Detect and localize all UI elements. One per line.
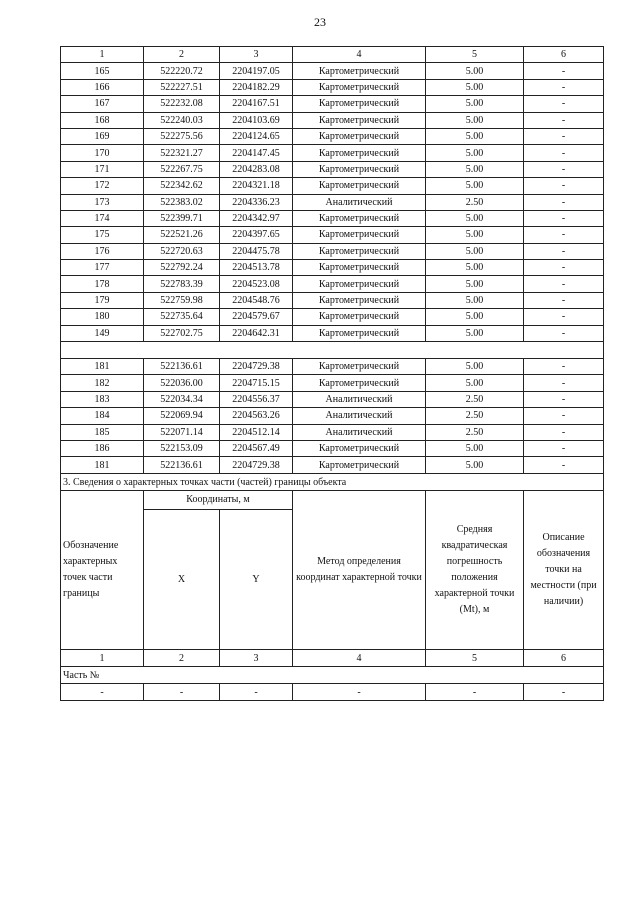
empty-cell: - <box>220 684 293 701</box>
method-cell: Картометрический <box>293 440 426 456</box>
description-cell: - <box>524 178 604 194</box>
point-number-cell: 172 <box>61 178 144 194</box>
mean-error-cell: 5.00 <box>426 227 524 243</box>
description-cell: - <box>524 227 604 243</box>
empty-data-row <box>61 684 604 701</box>
description-cell: - <box>524 424 604 440</box>
description-cell: - <box>524 325 604 341</box>
x-coordinate-cell: 522792.24 <box>144 260 220 276</box>
y-coordinate-cell: 2204475.78 <box>220 243 293 259</box>
x-coordinate-cell: 522702.75 <box>144 325 220 341</box>
x-coordinate-cell: 522342.62 <box>144 178 220 194</box>
description-cell: - <box>524 276 604 292</box>
point-number-cell: 174 <box>61 210 144 226</box>
col-number: 5 <box>426 650 524 667</box>
point-number-cell: 178 <box>61 276 144 292</box>
mean-error-cell: 5.00 <box>426 161 524 177</box>
part-label-row <box>61 667 604 684</box>
y-coordinate-cell: 2204321.18 <box>220 178 293 194</box>
description-header: Описание обозначения точки на местности (при наличии) <box>524 491 604 650</box>
x-coordinate-cell: 522399.71 <box>144 210 220 226</box>
y-coordinate-cell: 2204342.97 <box>220 210 293 226</box>
description-cell: - <box>524 391 604 407</box>
empty-cell: - <box>426 684 524 701</box>
x-coordinate-cell: 522071.14 <box>144 424 220 440</box>
mean-error-cell: 2.50 <box>426 194 524 210</box>
description-cell: - <box>524 359 604 375</box>
point-number-cell: 175 <box>61 227 144 243</box>
mean-error-cell: 5.00 <box>426 260 524 276</box>
method-cell: Картометрический <box>293 457 426 473</box>
table-row <box>61 424 604 440</box>
table-row <box>61 79 604 95</box>
point-number-cell: 149 <box>61 325 144 341</box>
col-number: 6 <box>524 650 604 667</box>
x-coordinate-cell: 522153.09 <box>144 440 220 456</box>
section-title: 3. Сведения о характерных точках части (частей) границы объекта <box>61 474 604 491</box>
x-coordinate-cell: 522034.34 <box>144 391 220 407</box>
table-row <box>61 276 604 292</box>
description-cell: - <box>524 194 604 210</box>
method-cell: Картометрический <box>293 161 426 177</box>
y-coordinate-cell: 2204167.51 <box>220 96 293 112</box>
description-cell: - <box>524 243 604 259</box>
description-cell: - <box>524 96 604 112</box>
point-number-cell: 181 <box>61 359 144 375</box>
method-cell: Картометрический <box>293 325 426 341</box>
column-number: 5 <box>426 47 524 63</box>
table-row <box>61 260 604 276</box>
y-coordinate-cell: 2204336.23 <box>220 194 293 210</box>
mean-error-cell: 5.00 <box>426 178 524 194</box>
x-header: X <box>144 510 220 650</box>
description-cell: - <box>524 161 604 177</box>
table-row <box>61 292 604 308</box>
description-cell: - <box>524 375 604 391</box>
column-number: 3 <box>220 47 293 63</box>
col-number: 1 <box>61 650 144 667</box>
x-coordinate-cell: 522069.94 <box>144 408 220 424</box>
col-number: 4 <box>293 650 426 667</box>
x-coordinate-cell: 522240.03 <box>144 112 220 128</box>
method-cell: Картометрический <box>293 79 426 95</box>
point-number-cell: 173 <box>61 194 144 210</box>
y-coordinate-cell: 2204567.49 <box>220 440 293 456</box>
part-label: Часть № <box>61 667 604 684</box>
x-coordinate-cell: 522720.63 <box>144 243 220 259</box>
section-title-row <box>61 474 604 491</box>
separator-cell <box>61 342 604 359</box>
table-row <box>61 112 604 128</box>
method-cell: Картометрический <box>293 309 426 325</box>
column-numbers-row <box>61 650 604 667</box>
y-coordinate-cell: 2204512.14 <box>220 424 293 440</box>
point-number-cell: 166 <box>61 79 144 95</box>
method-cell: Картометрический <box>293 112 426 128</box>
description-cell: - <box>524 79 604 95</box>
method-cell: Картометрический <box>293 128 426 144</box>
mean-error-cell: 5.00 <box>426 276 524 292</box>
point-number-cell: 181 <box>61 457 144 473</box>
point-number-cell: 185 <box>61 424 144 440</box>
point-number-cell: 170 <box>61 145 144 161</box>
point-number-cell: 180 <box>61 309 144 325</box>
method-cell: Картометрический <box>293 375 426 391</box>
y-coordinate-cell: 2204579.67 <box>220 309 293 325</box>
description-cell: - <box>524 210 604 226</box>
point-number-cell: 176 <box>61 243 144 259</box>
empty-cell: - <box>524 684 604 701</box>
description-cell: - <box>524 128 604 144</box>
description-cell: - <box>524 112 604 128</box>
point-number-cell: 168 <box>61 112 144 128</box>
mean-error-cell: 5.00 <box>426 440 524 456</box>
description-cell: - <box>524 292 604 308</box>
method-cell: Аналитический <box>293 391 426 407</box>
column-number: 6 <box>524 47 604 63</box>
point-number-cell: 186 <box>61 440 144 456</box>
column-number: 2 <box>144 47 220 63</box>
mean-error-cell: 5.00 <box>426 292 524 308</box>
x-coordinate-cell: 522232.08 <box>144 96 220 112</box>
method-cell: Аналитический <box>293 424 426 440</box>
method-cell: Картометрический <box>293 292 426 308</box>
table-row <box>61 359 604 375</box>
x-coordinate-cell: 522783.39 <box>144 276 220 292</box>
mean-error-cell: 5.00 <box>426 79 524 95</box>
y-coordinate-cell: 2204523.08 <box>220 276 293 292</box>
x-coordinate-cell: 522036.00 <box>144 375 220 391</box>
y-coordinate-cell: 2204103.69 <box>220 112 293 128</box>
x-coordinate-cell: 522275.56 <box>144 128 220 144</box>
method-cell: Картометрический <box>293 260 426 276</box>
y-coordinate-cell: 2204563.26 <box>220 408 293 424</box>
description-cell: - <box>524 63 604 79</box>
y-header: Y <box>220 510 293 650</box>
empty-cell: - <box>61 684 144 701</box>
table-row <box>61 457 604 473</box>
method-cell: Картометрический <box>293 96 426 112</box>
mean-error-cell: 5.00 <box>426 63 524 79</box>
point-number-cell: 165 <box>61 63 144 79</box>
y-coordinate-cell: 2204715.15 <box>220 375 293 391</box>
y-coordinate-cell: 2204283.08 <box>220 161 293 177</box>
point-number-cell: 171 <box>61 161 144 177</box>
mean-error-cell: 5.00 <box>426 210 524 226</box>
table-row <box>61 375 604 391</box>
x-coordinate-cell: 522321.27 <box>144 145 220 161</box>
mean-error-cell: 5.00 <box>426 96 524 112</box>
col-number: 2 <box>144 650 220 667</box>
column-number: 4 <box>293 47 426 63</box>
table-row <box>61 309 604 325</box>
point-number-cell: 179 <box>61 292 144 308</box>
empty-cell: - <box>293 684 426 701</box>
mean-error-cell: 2.50 <box>426 408 524 424</box>
point-designation-header: Обозначение характерных точек части границы <box>61 491 144 650</box>
table-row <box>61 178 604 194</box>
point-number-cell: 167 <box>61 96 144 112</box>
point-number-cell: 183 <box>61 391 144 407</box>
method-cell: Картометрический <box>293 178 426 194</box>
method-cell: Аналитический <box>293 408 426 424</box>
point-number-cell: 184 <box>61 408 144 424</box>
description-cell: - <box>524 309 604 325</box>
mean-error-cell: 2.50 <box>426 424 524 440</box>
mean-error-cell: 5.00 <box>426 309 524 325</box>
y-coordinate-cell: 2204642.31 <box>220 325 293 341</box>
description-cell: - <box>524 457 604 473</box>
x-coordinate-cell: 522759.98 <box>144 292 220 308</box>
mean-error-cell: 2.50 <box>426 391 524 407</box>
col-number: 3 <box>220 650 293 667</box>
mean-error-cell: 5.00 <box>426 359 524 375</box>
description-cell: - <box>524 408 604 424</box>
x-coordinate-cell: 522136.61 <box>144 457 220 473</box>
table-row <box>61 408 604 424</box>
description-cell: - <box>524 145 604 161</box>
description-cell: - <box>524 260 604 276</box>
table-row <box>61 145 604 161</box>
x-coordinate-cell: 522383.02 <box>144 194 220 210</box>
x-coordinate-cell: 522735.64 <box>144 309 220 325</box>
y-coordinate-cell: 2204513.78 <box>220 260 293 276</box>
table-row <box>61 161 604 177</box>
y-coordinate-cell: 2204729.38 <box>220 359 293 375</box>
point-number-cell: 169 <box>61 128 144 144</box>
y-coordinate-cell: 2204124.65 <box>220 128 293 144</box>
method-cell: Картометрический <box>293 243 426 259</box>
x-coordinate-cell: 522220.72 <box>144 63 220 79</box>
point-number-cell: 182 <box>61 375 144 391</box>
empty-cell: - <box>144 684 220 701</box>
y-coordinate-cell: 2204182.29 <box>220 79 293 95</box>
y-coordinate-cell: 2204147.45 <box>220 145 293 161</box>
error-header: Средняя квадратическая погрешность положения характерной точки (Mt), м <box>426 491 524 650</box>
x-coordinate-cell: 522136.61 <box>144 359 220 375</box>
separator-row <box>61 342 604 359</box>
method-cell: Картометрический <box>293 276 426 292</box>
x-coordinate-cell: 522521.26 <box>144 227 220 243</box>
y-coordinate-cell: 2204556.37 <box>220 391 293 407</box>
table-row <box>61 128 604 144</box>
y-coordinate-cell: 2204397.65 <box>220 227 293 243</box>
y-coordinate-cell: 2204197.05 <box>220 63 293 79</box>
boundary-points-table <box>60 46 604 474</box>
method-cell: Картометрический <box>293 227 426 243</box>
x-coordinate-cell: 522267.75 <box>144 161 220 177</box>
table-row <box>61 194 604 210</box>
method-cell: Картометрический <box>293 63 426 79</box>
table-row <box>61 325 604 341</box>
mean-error-cell: 5.00 <box>426 145 524 161</box>
method-header: Метод определения координат характерной точки <box>293 491 426 650</box>
description-cell: - <box>524 440 604 456</box>
mean-error-cell: 5.00 <box>426 128 524 144</box>
column-number: 1 <box>61 47 144 63</box>
table-row <box>61 210 604 226</box>
y-coordinate-cell: 2204548.76 <box>220 292 293 308</box>
table-row <box>61 243 604 259</box>
table-row <box>61 440 604 456</box>
page-number: 23 <box>314 15 326 29</box>
coordinates-header: Координаты, м <box>144 491 293 510</box>
mean-error-cell: 5.00 <box>426 325 524 341</box>
method-cell: Картометрический <box>293 145 426 161</box>
mean-error-cell: 5.00 <box>426 457 524 473</box>
table-row <box>61 63 604 79</box>
x-coordinate-cell: 522227.51 <box>144 79 220 95</box>
y-coordinate-cell: 2204729.38 <box>220 457 293 473</box>
method-cell: Картометрический <box>293 210 426 226</box>
mean-error-cell: 5.00 <box>426 112 524 128</box>
method-cell: Аналитический <box>293 194 426 210</box>
table-row <box>61 96 604 112</box>
method-cell: Картометрический <box>293 359 426 375</box>
column-numbers-row <box>61 47 604 63</box>
point-number-cell: 177 <box>61 260 144 276</box>
table-row <box>61 391 604 407</box>
table-row <box>61 227 604 243</box>
part-boundary-points-table <box>60 473 604 701</box>
mean-error-cell: 5.00 <box>426 375 524 391</box>
mean-error-cell: 5.00 <box>426 243 524 259</box>
